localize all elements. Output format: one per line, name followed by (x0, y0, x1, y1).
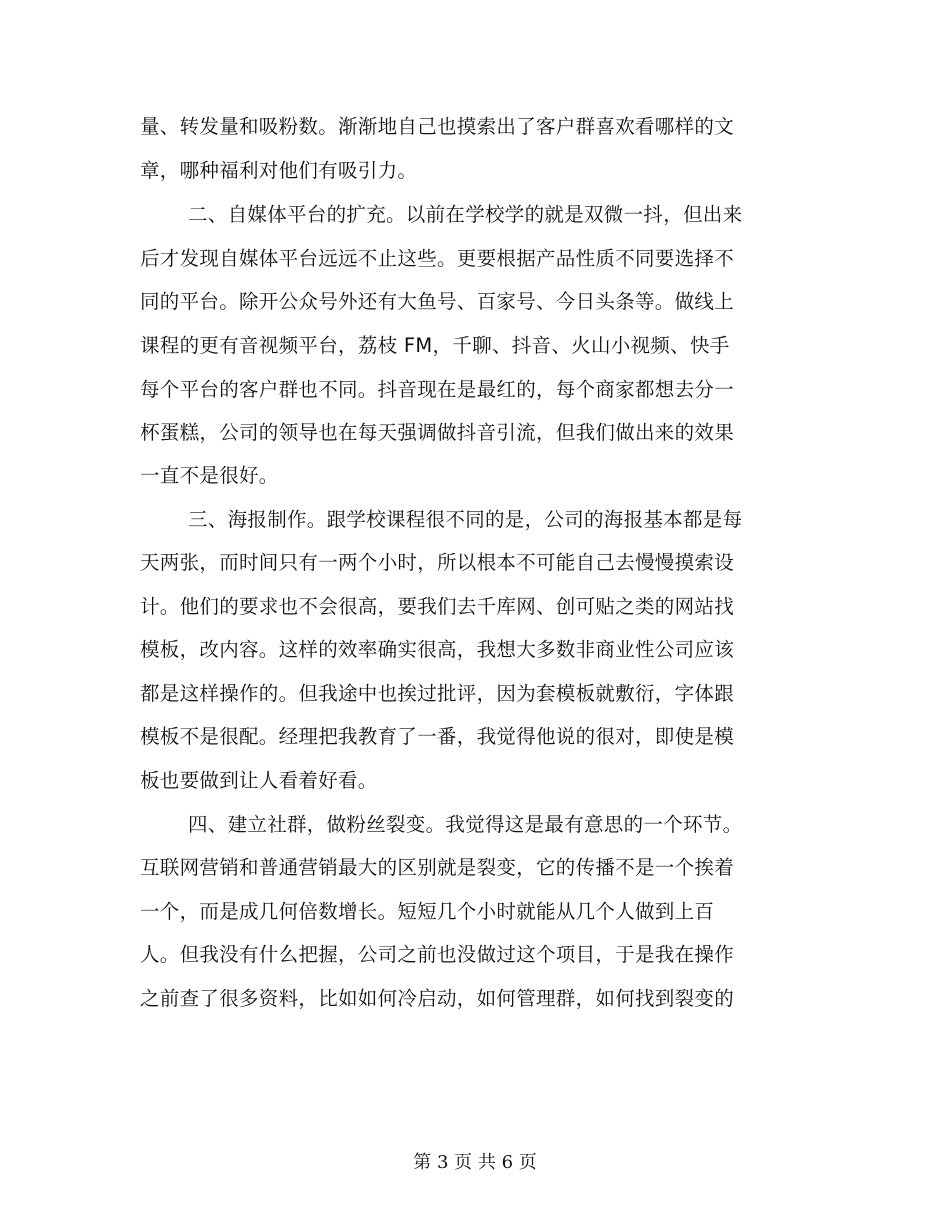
text-line: 章，哪种福利对他们有吸引力。 (140, 159, 418, 182)
text-line: 天两张，而时间只有一两个小时，所以根本不可能自己去慢慢摸索设 (140, 551, 735, 574)
paragraph-start-line: 三、海报制作。跟学校课程很不同的是，公司的海报基本都是每 (188, 508, 743, 531)
text-line: 同的平台。除开公众号外还有大鱼号、百家号、今日头条等。做线上 (140, 290, 735, 313)
text-line: 板也要做到让人看着好看。 (140, 769, 378, 792)
text-line: 之前查了很多资料，比如如何冷启动，如何管理群，如何找到裂变的 (140, 987, 735, 1010)
paragraph-start-line: 四、建立社群，做粉丝裂变。我觉得这是最有意思的一个环节。 (188, 813, 743, 836)
text-line: 每个平台的客户群也不同。抖音现在是最红的，每个商家都想去分一 (140, 378, 735, 401)
text-line: 后才发现自媒体平台远远不止这些。更要根据产品性质不同要选择不 (140, 247, 735, 270)
text-line: 计。他们的要求也不会很高，要我们去千库网、创可贴之类的网站找 (140, 595, 735, 618)
text-line: 一个，而是成几何倍数增长。短短几个小时就能从几个人做到上百 (140, 900, 715, 923)
text-line: 人。但我没有什么把握，公司之前也没做过这个项目，于是我在操作 (140, 943, 735, 966)
text-line: 课程的更有音视频平台，荔枝 FM，千聊、抖音、火山小视频、快手 (140, 334, 730, 357)
text-line: 一直不是很好。 (140, 464, 279, 487)
paragraph-start-line: 二、自媒体平台的扩充。以前在学校学的就是双微一抖，但出来 (188, 203, 743, 226)
text-line: 杯蛋糕，公司的领导也在每天强调做抖音引流，但我们做出来的效果 (140, 421, 735, 444)
text-line: 模板不是很配。经理把我教育了一番，我觉得他说的很对，即使是模 (140, 725, 735, 748)
text-line: 模板，改内容。这样的效率确实很高，我想大多数非商业性公司应该 (140, 638, 735, 661)
page-number-footer: 第 3 页 共 6 页 (413, 1152, 537, 1173)
text-line: 互联网营销和普通营销最大的区别就是裂变，它的传播不是一个挨着 (140, 856, 735, 879)
text-line: 都是这样操作的。但我途中也挨过批评，因为套模板就敷衍，字体跟 (140, 682, 735, 705)
text-line: 量、转发量和吸粉数。渐渐地自己也摸索出了客户群喜欢看哪样的文 (140, 115, 735, 138)
